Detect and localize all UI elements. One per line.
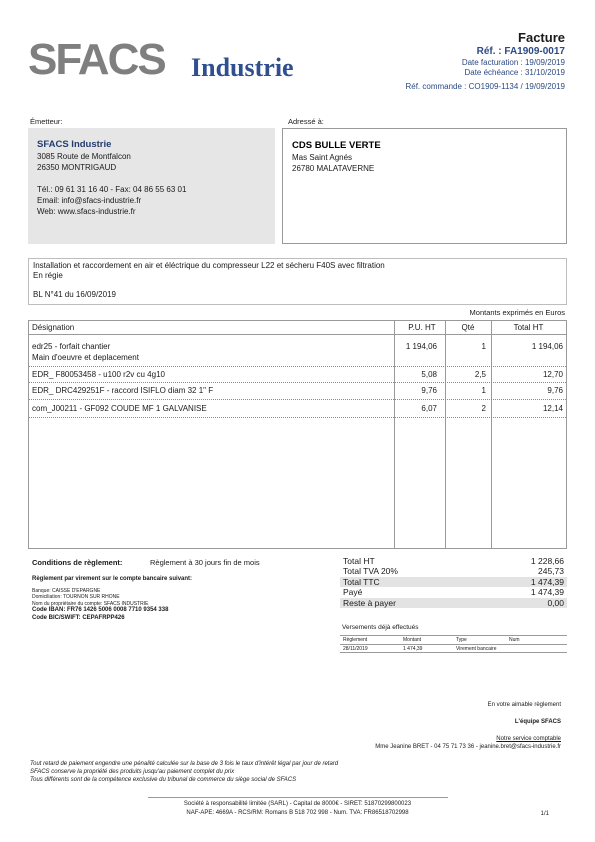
column-divider xyxy=(394,321,395,548)
payment-amount: 1 474,39 xyxy=(403,645,423,652)
column-divider xyxy=(491,321,492,548)
row-total: 1 194,06 xyxy=(531,342,563,351)
total-label: Reste à payer xyxy=(343,597,396,608)
row-total: 12,14 xyxy=(542,404,563,413)
total-tva-row xyxy=(340,566,567,576)
footer-line2: NAF-APE: 4669A - RCS/RM: Romans B 518 702 998 - Num. TVA: FR86518702998 xyxy=(186,810,409,816)
row-separator xyxy=(29,417,566,418)
invoice-description xyxy=(28,258,567,305)
header-quantity: Qté xyxy=(461,323,475,332)
footer-line1: Société à responsabilité limitée (SARL) - Capital de 8000€ - SIRET: 51870299800023 xyxy=(183,801,412,807)
row-separator xyxy=(29,382,566,383)
header-num: Num xyxy=(509,637,520,643)
due-date: Date échéance : 31/10/2019 xyxy=(464,67,565,77)
emitter-email: Email: info@sfacs-industrie.fr xyxy=(37,196,142,205)
row-designation-detail: Main d'oeuvre et deplacement xyxy=(32,353,139,362)
closing-team: L'équipe SFACS xyxy=(514,719,561,725)
bank-details xyxy=(32,588,168,622)
items-table xyxy=(28,320,567,549)
payment-date: 28/11/2019 xyxy=(343,645,368,652)
emitter-phone: Tél.: 09 61 31 16 40 - Fax: 04 86 55 63 01 xyxy=(37,185,187,194)
total-label: Total TVA 20% xyxy=(343,566,398,577)
invoice-title: Facture xyxy=(518,30,565,45)
remaining-row xyxy=(340,598,567,608)
footer-divider xyxy=(148,797,448,798)
total-label: Payé xyxy=(343,587,363,598)
legal-line2: SFACS conserve la propriété des produits jusqu'au paiement complet du prix xyxy=(30,769,235,776)
paid-row xyxy=(340,587,567,597)
payment-type: Virement bancaire xyxy=(456,645,497,652)
invoice-header xyxy=(405,30,565,92)
company-logo xyxy=(28,34,318,90)
row-separator xyxy=(29,399,566,400)
payments-data-row xyxy=(340,645,567,654)
row-quantity: 1 xyxy=(481,342,486,351)
header-amount: Montant xyxy=(403,637,422,643)
row-unit-price: 1 194,06 xyxy=(405,342,437,351)
bank-transfer-title: Règlement par virement sur le compte bancaire suivant: xyxy=(32,576,193,582)
billing-date: Date facturation : 19/09/2019 xyxy=(461,58,565,67)
total-label: Total HT xyxy=(343,556,375,566)
closing-contact: Mme Jeanine BRET - 04 75 71 73 36 - jeanine.bret@sfacs-industrie.fr xyxy=(375,744,561,750)
bank-owner: Nom du propriétaire du compte: SFACS INDUSTRIE xyxy=(32,600,149,607)
row-total: 12,70 xyxy=(542,370,563,379)
closing-greeting: En votre aimable règlement xyxy=(487,702,561,708)
bank-domiciliation: Domiciliation: TOURNON SUR RHONE xyxy=(32,594,120,601)
header-designation: Désignation xyxy=(32,323,75,332)
page-number: 1/1 xyxy=(540,811,549,817)
order-ref: Réf. commande : CO1909-1134 / 19/09/2019 xyxy=(405,82,565,91)
total-value: 1 474,39 xyxy=(530,576,564,587)
logo-subtitle: Industrie xyxy=(191,53,294,82)
header-total: Total HT xyxy=(513,323,544,332)
header-unit-price: P.U. HT xyxy=(408,323,436,332)
payment-conditions-label: Conditions de règlement: xyxy=(32,558,123,567)
recipient-address1: Mas Saint Agnés xyxy=(292,153,353,162)
legal-line3: Tous différents sont de la compétence exclusive du tribunal de commerce du siège social de SFACS xyxy=(30,777,297,784)
recipient-address2: 26780 MALATAVERNE xyxy=(292,164,375,173)
header-type: Type xyxy=(456,637,467,643)
row-quantity: 2,5 xyxy=(474,370,486,379)
totals-block xyxy=(340,556,567,608)
bank-iban: Code IBAN: FR76 1426 5006 0008 7710 9354 338 xyxy=(32,607,169,614)
description-line1: Installation et raccordement en air et éléctrique du compresseur L22 et sécheru F40S avec filtration xyxy=(33,261,385,270)
emitter-address2: 26350 MONTRIGAUD xyxy=(37,163,117,172)
total-value: 245,73 xyxy=(538,566,564,577)
row-designation: EDR_ F80053458 - u100 r2v cu 4g10 xyxy=(32,370,165,379)
logo-wordmark: SFACS xyxy=(28,35,165,84)
row-unit-price: 6,07 xyxy=(421,404,437,413)
description-line3: BL N°41 du 16/09/2019 xyxy=(33,290,116,299)
recipient-label: Adressé à: xyxy=(288,117,324,126)
row-designation: com_J00211 - GF092 COUDE MF 1 GALVANISE xyxy=(32,404,207,413)
bank-bic: Code BIC/SWIFT: CEPAFRPP426 xyxy=(32,614,125,621)
row-quantity: 1 xyxy=(481,386,486,395)
row-total: 9,76 xyxy=(547,386,563,395)
recipient-name: CDS BULLE VERTE xyxy=(292,140,381,151)
emitter-address1: 3085 Route de Montfalcon xyxy=(37,152,131,161)
row-quantity: 2 xyxy=(481,404,486,413)
payments-made-title: Versements déjà effectués xyxy=(342,624,419,631)
payments-header-row xyxy=(340,636,567,645)
legal-line1: Tout retard de paiement engendre une pénalité calculée sur la base de 3 fois le taux d'intérêt légal par jour de retard xyxy=(30,761,339,767)
closing-service: Notre service comptable xyxy=(496,736,561,742)
description-line2: En régie xyxy=(33,271,63,280)
invoice-ref: Réf. : FA1909-0017 xyxy=(476,46,565,57)
row-designation: edr25 - forfait chantier xyxy=(32,342,111,351)
emitter-name: SFACS Industrie xyxy=(37,139,112,150)
total-ht-row xyxy=(340,556,567,566)
total-value: 0,00 xyxy=(547,597,564,608)
total-value: 1 228,66 xyxy=(530,556,564,566)
emitter-web: Web: www.sfacs-industrie.fr xyxy=(37,207,136,216)
legal-notice xyxy=(30,760,338,785)
currency-note: Montants exprimés en Euros xyxy=(469,308,565,317)
recipient-box xyxy=(282,128,567,244)
row-unit-price: 9,76 xyxy=(421,386,437,395)
column-divider xyxy=(445,321,446,548)
row-unit-price: 5,08 xyxy=(421,370,437,379)
total-label: Total TTC xyxy=(343,576,380,587)
emitter-label: Émetteur: xyxy=(30,117,63,126)
bank-name: Banque: CAISSE D'EPARGNE xyxy=(32,588,101,594)
header-payment: Règlement xyxy=(343,637,368,643)
emitter-box xyxy=(28,128,275,244)
row-separator xyxy=(29,366,566,367)
total-value: 1 474,39 xyxy=(530,587,564,598)
row-designation: EDR_ DRC429251F - raccord ISIFLO diam 32 1" F xyxy=(32,386,214,395)
payment-conditions-value: Règlement à 30 jours fin de mois xyxy=(150,558,260,567)
total-ttc-row xyxy=(340,577,567,587)
payments-made-table xyxy=(340,635,567,653)
